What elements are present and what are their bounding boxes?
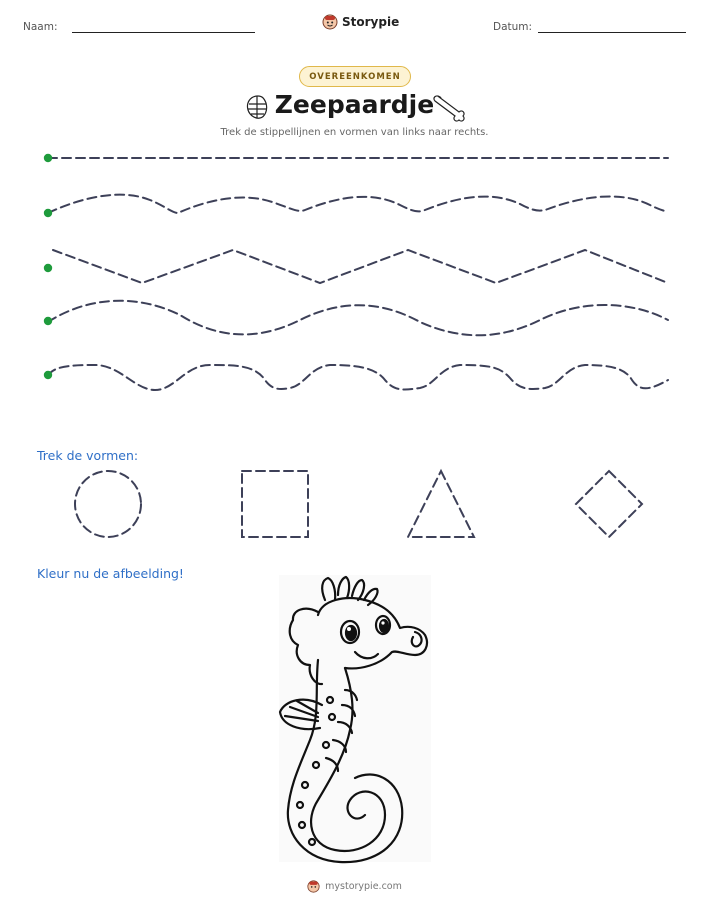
start-dot-2 <box>44 209 52 217</box>
footer <box>0 880 709 893</box>
trace-line-zigzag[interactable] <box>53 250 668 283</box>
trace-line-wave[interactable] <box>48 301 668 335</box>
storypie-mascot-icon <box>307 880 320 893</box>
brand-name: Storypie <box>342 15 400 29</box>
seahorse-coloring-image[interactable] <box>279 575 431 862</box>
trace-shape-square[interactable] <box>242 471 308 537</box>
instructions: Trek de stippellijnen en vormen van links naar rechts. <box>220 127 489 138</box>
shapes-section-title: Trek de vormen: <box>37 448 139 463</box>
trace-shape-triangle[interactable] <box>408 471 474 537</box>
start-dot-3 <box>44 264 52 272</box>
start-dot-5 <box>44 371 52 379</box>
name-label: Naam: <box>23 21 58 33</box>
trace-line-gentle-wave[interactable] <box>48 195 668 213</box>
category-badge: OVEREENKOMEN <box>299 66 411 87</box>
page-title: Zeepaardje <box>274 90 435 119</box>
start-dot-1 <box>44 154 52 162</box>
trace-shape-circle[interactable] <box>75 471 141 537</box>
start-dot-4 <box>44 317 52 325</box>
date-label: Datum: <box>493 21 533 33</box>
color-section-title: Kleur nu de afbeelding! <box>37 566 184 581</box>
trace-shape-diamond[interactable] <box>576 471 642 537</box>
footer-url[interactable]: mystorypie.com <box>325 881 402 892</box>
trace-line-square-wave[interactable] <box>48 365 668 390</box>
